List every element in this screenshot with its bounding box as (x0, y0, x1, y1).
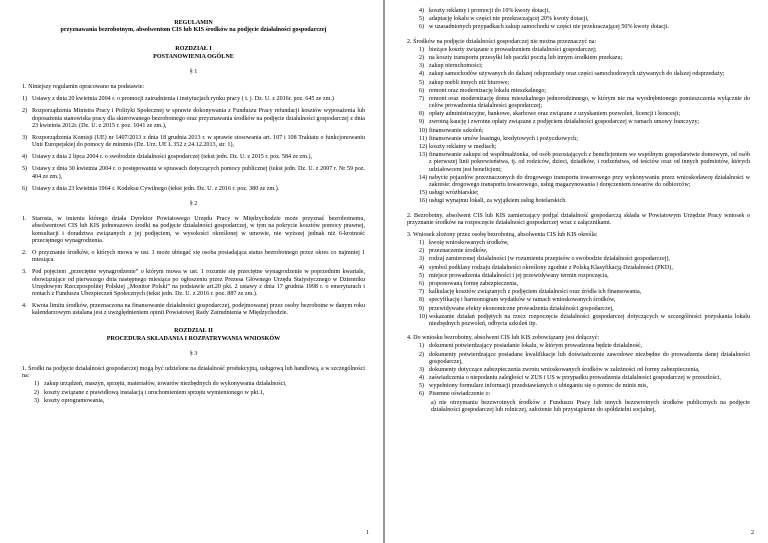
list-item (419, 314, 750, 328)
application-content-list (407, 240, 750, 328)
exclusions-list (407, 47, 750, 206)
section-1-heading: § 1 (189, 68, 198, 75)
list-item-text: wypełniony formularz informacji przedstawianych o ubieganiu się o pomoc de minis mis, (429, 383, 648, 390)
list-item (419, 383, 750, 390)
list-item (419, 281, 750, 288)
list-item-number: 1) (22, 96, 28, 103)
list-item-number: 10) (419, 127, 428, 134)
list-item-number: 6) (419, 24, 425, 31)
list-item-text: koszty reklamy w mediach; (429, 144, 497, 150)
list-item-text: zakup nieruchomości; (429, 63, 483, 70)
page-2 (385, 0, 768, 543)
section-3-heading: § 3 (189, 350, 198, 357)
list-item-text: proponowaną formę zabezpieczenia, (429, 281, 519, 287)
list-item-number: 3) (419, 63, 425, 70)
document-title: REGULAMIN przyznawania bezrobotnym, absolwentom CIS lub KIS środków na podjęcie działalności gospodarczej (60, 20, 327, 34)
list-item-text: symbol podklasy rodzaju działalności określony zgodnie z Polską Klasyfikacją Działalności (PKD), (429, 264, 673, 271)
list-item-number: 4) (419, 8, 425, 14)
list-item (22, 269, 365, 298)
list-item-number: 8) (419, 111, 425, 118)
list-item-text: finansowanie szkoleń; (429, 127, 484, 134)
list-item (419, 144, 750, 151)
list-item (419, 111, 750, 118)
list-item-number: 1) (34, 381, 40, 388)
page-number: 2 (751, 529, 754, 536)
list-item-text: adaptację lokalu w części nie przekraczającej 20% kwoty dotacji, (429, 16, 589, 23)
list-item-text: miejsce prowadzenia działalności i jej przewidywany termin rozpoczęcia, (429, 272, 609, 279)
list-item-number: 9) (419, 119, 425, 126)
list-item (419, 352, 750, 366)
page-number: 1 (366, 529, 369, 536)
list-item (419, 367, 750, 374)
page-1 (0, 0, 383, 543)
section-3-intro: 1. Środki na podjęcie działalności gospodarczej mogą być udzielone na działalność produkcyjną, usługową lub handlową, a w szczególności na: (22, 366, 365, 380)
list-item-text: przewidywane efekty ekonomiczne prowadzenia działalności gospodarczej, (429, 305, 614, 312)
list-item (22, 250, 365, 264)
list-item-text: Rozporządzenia Komisji (UE) nr 1407/2013 z dnia 18 grudnia 2013 r. w sprawie stosowania art. 107 i 108 Traktatu o funkcjonowaniu Unii Europejskiej do pomocy de minimis (Dz. Urz. UE L 352 z 24.12.2013, str. 1), (32, 134, 365, 149)
list-item-number: 8) (419, 297, 425, 304)
list-item-text: Ustawy z dnia 2 lipca 2004 r. o swobodzie działalności gospodarczej (tekst jedn. Dz. U. z 2015 r. poz. 584 ze zm.), (32, 154, 313, 161)
list-item (419, 8, 750, 15)
list-item-text: dokumenty dotyczące zabezpieczenia zwrotu wnioskowanych środków w zależności od formy zabezpieczenia, (429, 366, 700, 373)
list-item-text: wskazanie działań podjętych na rzecz rozpoczęcia działalności gospodarczej dotyczących w szczególności pozyskania lokalu niezbędnych pozwoleń, odbycia szkoleń itp. (429, 313, 750, 327)
list-item (22, 154, 365, 161)
list-item-text: opłaty administracyjne, bankowe, skarbowe oraz związane z uzyskaniem pozwoleń, licencji i koncesji; (429, 111, 681, 118)
list-item (419, 297, 750, 304)
list-item (419, 128, 750, 135)
list-item (419, 265, 750, 272)
list-item-number: 3) (22, 134, 28, 141)
list-item (22, 96, 365, 103)
list-item-number: 3. (22, 269, 27, 276)
list-item-text: usługi wróżbiarskie; (429, 190, 479, 197)
list-item (419, 391, 750, 398)
list-item-number: 5) (419, 16, 425, 23)
list-item-text: O przyznanie środków, o których mowa w ust. 1 może ubiegać się osoba posiadająca status bezrobotnego przez okres co najmniej 1 miesiąca. (32, 249, 365, 264)
list-item-number: 1) (419, 343, 425, 350)
list-item-number: 4) (419, 264, 425, 271)
list-item-text: zwrotną kaucję i zwrotne opłaty związane z podjęciem działalności gospodarczej w ramach umowy franczyzy; (429, 119, 700, 126)
list-item-text: Ustawy z dnia 20 kwietnia 2004 r. o promocji zatrudnienia i instytucjach rynku pracy ( t. j. Dz. U. z 2016r. poz. 645 ze zm.) (32, 96, 334, 103)
list-item-text: remont oraz modernizację domu mieszkalnego jednorodzinnego, w którym nie ma wyodrębnionego pomieszczenia wyłącznie do celów prowadzenia działalności gospodarczej; (429, 95, 750, 110)
page-1-content (22, 8, 365, 406)
declaration-item-a: a) nie otrzymaniu bezzwrotnych środków z Funduszu Pracy lub innych bezzwrotnych środków publicznych na podjęcie działalności gospodarczej lub rolniczej, założenie lub przystąpienie do spółdzielni socjalnej, (431, 399, 750, 413)
list-item-text: zakup samochodów używanych do dalszej odsprzedaży oraz części samochodowych używanych do dalszej odsprzedaży; (429, 71, 725, 78)
list-item (419, 55, 750, 62)
list-item (419, 375, 750, 382)
application-content-intro: 3. Wniosek złożony przez osobę bezrobotną, absolwenta CIS lub KIS określa: (407, 231, 598, 238)
list-item (22, 135, 365, 149)
list-item (419, 273, 750, 280)
page-2-content (407, 8, 750, 419)
list-item-text: koszty oprogramowania, (44, 397, 105, 404)
list-item-text: finansowanie zakupu od współmałżonka, od osób pozostających z beneficjentem we wspólnym gospodarstwie domowym, od osób z pierwszej linii pokrewieństwa, tj. od rodziców, dzieci, dziadków, i rodzeństwa, od teściów oraz od innych podmiotów, których udziałowcem jest beneficjent; (429, 152, 750, 173)
list-item-number: 3) (34, 397, 40, 404)
list-item-number: 6) (419, 281, 425, 287)
exclusions-intro: 2. Środków na podjęcie działalności gospodarczej nie można przeznaczyć na: (407, 38, 597, 45)
section-1-list (22, 96, 365, 193)
list-item (419, 96, 750, 110)
attachments-list (407, 343, 750, 398)
list-item (22, 166, 365, 180)
chapter-2-heading: ROZDZIAŁ II PROCEDURA SKŁADANIA I ROZPATRYWANIA WNIOSKÓW (106, 328, 281, 342)
list-item-text: koszty reklamy i promocji do 10% kwoty dotacji, (429, 8, 550, 14)
list-item (419, 190, 750, 197)
list-item-text: Kwota limitu środków, przeznaczona na finansowanie działalności gospodarczej, podejmowanej przez osoby bezrobotne w danym roku kalendarzowym ustalana jest z uwzględnieniem opinii Powiatowej Rady Zatrudnienia w Międzychodzie. (32, 303, 365, 317)
list-item-number: 16) (419, 198, 428, 205)
list-item (419, 71, 750, 78)
list-item-number: 2) (419, 54, 425, 61)
list-item-number: 5) (22, 166, 28, 173)
list-item-number: 3) (419, 366, 425, 373)
section-3-list (22, 381, 365, 405)
list-item (419, 24, 750, 31)
list-item-number: 2) (419, 248, 425, 255)
list-item-number: 13) (419, 152, 428, 159)
list-item (419, 240, 750, 247)
section-2-heading: § 2 (189, 201, 198, 207)
list-item-text: zaświadczenia o niepodaniu zaległości w ZUS i US w przypadku prowadzenia działalności gospodarczej w przeszłości, (429, 375, 721, 382)
list-item-number: 1) (419, 46, 425, 53)
list-item-number: 4. (22, 303, 27, 310)
list-item (419, 256, 750, 263)
list-item-number: 7) (419, 95, 425, 102)
list-item-number: 4) (22, 154, 28, 161)
list-item-number: 1) (419, 240, 425, 247)
list-item-number: 5) (419, 272, 425, 279)
list-item-text: Starosta, w imieniu którego działa Dyrektor Powiatowego Urzędu Pracy w Międzychodzie może przyznać bezrobotnemu, absolwentowi CIS lub KIS jednorazowo środki na podjęcie działalności gospodarczej, w tym na pokrycie kosztów pomocy prawnej, konsultacji i doradztwa związanych z jej podjęciem, w wysokości określonej w umowie, nie wyższej jednak niż 6-krotność przeciętnego wynagrodzenia. (32, 216, 365, 244)
list-item-text: remont oraz modernizację lokalu mieszkalnego; (429, 87, 547, 94)
list-item-text: usługi wynajmu lokali, za wyjątkiem usług hotelarskich. (429, 198, 567, 205)
list-item-number: 1. (22, 216, 27, 223)
list-item-number: 6) (22, 185, 28, 192)
list-item-text: Rozporządzenia Ministra Pracy i Polityki Społecznej w sprawie dokonywania z Funduszu Pracy refundacji kosztów wyposażenia lub doposażenia stanowiska pracy dla skierowanego bezrobotnego oraz przyznawania środków na podjęcie działalności gospodarczej z dnia 23 kwietnia 2012r. (Dz. U. z 2015 r. poz. 1041 ze zm.), (32, 108, 365, 129)
section-2-list (22, 216, 365, 317)
chapter-1-heading: ROZDZIAŁ I POSTANOWIENIA OGÓLNE (153, 46, 234, 60)
list-item (419, 289, 750, 296)
list-item (419, 343, 750, 350)
list-item (419, 88, 750, 95)
list-item (22, 216, 365, 245)
list-item-text: dokument potwierdzający posiadanie lokalu, w którym prowadzona będzie działalność, (429, 343, 643, 350)
list-item-number: 12) (419, 144, 428, 150)
list-item (34, 390, 365, 397)
list-item (419, 80, 750, 87)
list-item (419, 47, 750, 54)
list-item-text: Ustawy z dnia 23 kwietnia 1964 r. Kodeksu Cywilnego (tekst jedn. Dz. U. z 2016 r. poz. 380 ze zm.). (32, 185, 280, 192)
list-item-text: kalkulację kosztów związanych z podjęciem działalności oraz źródła ich finansowania, (429, 289, 642, 296)
section-1-intro: 1. Niniejszy regulamin opracowano na podstawie: (22, 83, 145, 90)
list-item-text: na koszty transportu przesyłki lub paczki pocztą lub innym środkiem przekazu; (429, 54, 623, 61)
list-item-number: 15) (419, 190, 428, 197)
list-item-text: bieżące koszty związane z prowadzeniem działalności gospodarczej; (429, 46, 597, 53)
list-item (419, 175, 750, 189)
list-item-text: nabycie pojazdów przeznaczonych do drogowego transportu towarowego przy wykonywaniu przez wnioskodawcę działalności w zakresie: drogowego transportu towarowego, usług magazynowania i doręczeniem towarów do odbiorców; (429, 174, 750, 188)
list-item-number: 2. (22, 249, 27, 256)
list-item-number: 5) (419, 383, 425, 390)
list-item-text: przeznaczenie środków, (429, 248, 488, 255)
list-item-number: 4) (419, 71, 425, 78)
list-item (419, 306, 750, 313)
list-item (419, 63, 750, 70)
list-item-number: 9) (419, 305, 425, 312)
list-item-number: 10) (419, 313, 428, 320)
list-item-text: zakup urządzeń, maszyn, sprzętu, materiałów, towarów niezbędnych do wykonywania działalności, (44, 381, 287, 388)
list-item-text: Pisemne oświadczenie o: (429, 391, 491, 398)
list-item (34, 398, 365, 405)
list-item-number: 11) (419, 135, 427, 142)
list-item-text: Ustawy z dnia 30 kwietnia 2004 r. o postępowaniu w sprawach dotyczących pomocy publicznej (tekst jedn. Dz. U. z 2007 r. Nr 59 poz. 404 ze zm.), (32, 166, 365, 180)
list-item (419, 16, 750, 23)
purposes-continued-list (407, 8, 750, 32)
list-item (419, 136, 750, 143)
list-item-number: 4) (419, 375, 425, 382)
list-item (22, 186, 365, 193)
list-item-number: 5) (419, 79, 425, 86)
list-item-number: 7) (419, 289, 425, 296)
list-item-number: 3) (419, 256, 425, 263)
application-paragraph: 2. Bezrobotny, absolwent CIS lub KIS zamierzający podjąć działalność gospodarczą składa w Powiatowym Urzędzie Pracy wniosek o przyznanie środków na rozpoczęcie działalności gospodarczej wraz z załącznikami. (407, 212, 750, 226)
list-item (22, 303, 365, 317)
list-item-text: rodzaj zamierzonej działalności (w rozumieniu przepisów o swobodzie działalności gospodarczej), (429, 256, 670, 263)
list-item (22, 108, 365, 130)
list-item (419, 248, 750, 255)
list-item-number: 6) (419, 87, 425, 94)
list-item-number: 14) (419, 174, 428, 181)
list-item-number: 2) (419, 351, 425, 358)
list-item-text: kwotę wnioskowanych środków, (429, 240, 509, 247)
list-item-text: Pod pojęciem „przeciętne wynagrodzenie” o którym mowa w ust. 1 rozumie się przeciętne wynagrodzenie w poprzednim kwartale, obowiązujące od pierwszego dnia następnego miesiąca po ogłoszeniu przez Prezesa Głównego Urzędu Statystycznego w Dzienniku Urzędowym Rzeczpospolitej Polskiej „Monitor Polski” na podstawie art.20 pkt. 2 ustawy z dnia 17 grudnia 1998 r. o emeryturach i rentach z Funduszu Ubezpieczeń Społecznych (tekst jedn. Dz. U. z 2016 r. poz. 887 ze zm.). (32, 269, 365, 297)
list-item (34, 381, 365, 388)
list-item-text: koszty związane z prawidłową instalacją i uruchomieniem sprzętu wymienionego w pkt.1, (44, 389, 265, 396)
list-item-number: 6) (419, 391, 425, 398)
list-item (419, 152, 750, 174)
list-item-text: finansowanie umów leasingu, kredytowych i pożyczkowych; (429, 135, 578, 142)
list-item-number: 2) (22, 108, 28, 115)
list-item (419, 198, 750, 205)
attachments-intro: 4. Do wniosku bezrobotny, absolwent CIS lub KIS zobowiązany jest dołączyć: (407, 335, 600, 342)
list-item-text: dokumenty potwierdzające posiadane kwalifikacje lub doświadczenie zawodowe niezbędne do prowadzenia danej działalności gospodarczej, (429, 351, 750, 365)
list-item-number: 2) (34, 389, 40, 396)
list-item-text: zakup mebli innych niż biurowe; (429, 79, 510, 86)
list-item-text: w uzasadnionych przypadkach zakup samochodu w części nie przekraczającej 50% kwoty dotacji. (429, 24, 669, 31)
list-item-text: specyfikację i harmonogram wydatków w ramach wnioskowanych środków, (429, 297, 616, 304)
list-item (419, 119, 750, 126)
